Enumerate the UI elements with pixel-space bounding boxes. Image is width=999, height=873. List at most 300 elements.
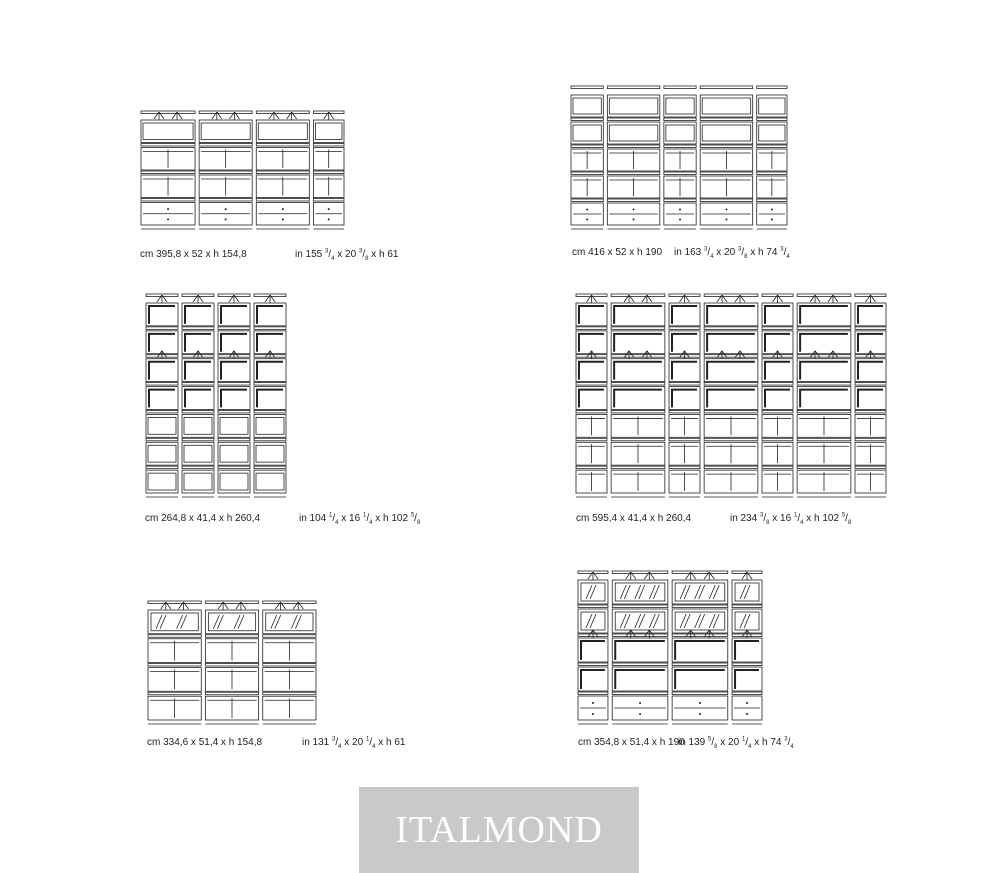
shelf-plank <box>576 466 607 469</box>
light-ray <box>587 295 592 302</box>
shelf-plank <box>571 172 603 175</box>
light-ray <box>161 602 166 609</box>
plain-panel <box>702 125 750 141</box>
cabinet-frame <box>185 390 211 408</box>
light-ray <box>157 351 162 358</box>
cabinet-frame <box>672 390 697 408</box>
light-ray <box>685 295 690 302</box>
light-ray <box>265 295 270 302</box>
light-ray <box>329 112 334 119</box>
cabinet-frame <box>221 362 247 380</box>
light-ray <box>269 112 274 119</box>
cabinet-box <box>218 442 250 465</box>
light-ray <box>740 351 745 358</box>
light-ray <box>236 602 241 609</box>
shelf-plank <box>571 118 603 121</box>
light-ray <box>218 602 223 609</box>
cabinet-box <box>218 414 250 437</box>
config-1-metric: cm 395,8 x 52 x h 154,8 <box>140 249 247 260</box>
frac-den: 4 <box>369 520 373 526</box>
shelf-plank <box>611 294 665 297</box>
config-5-metric: cm 334,6 x 51,4 x h 154,8 <box>147 737 263 748</box>
plain-panel <box>184 473 212 490</box>
shelf-plank <box>218 410 250 413</box>
cabinet-frame <box>579 390 604 408</box>
drawer-knob <box>633 219 634 220</box>
frac-num: 3 <box>760 512 764 519</box>
cabinet-frame <box>614 390 662 408</box>
cabinet-box <box>263 610 316 634</box>
shelf-plank <box>263 601 316 604</box>
shelf-plank <box>571 145 603 148</box>
config-3-imperial: in 104 $^1/_4$ x 16 $^1/_4$ x h 102 $^5/_8$ <box>299 512 421 526</box>
imperial-prefix: in 234 <box>730 513 758 524</box>
light-ray <box>833 351 838 358</box>
light-ray <box>275 602 280 609</box>
shelf-plank <box>263 635 316 638</box>
cabinet-box <box>254 414 286 437</box>
shelf-plank <box>146 438 178 441</box>
drawer-knob <box>167 209 168 210</box>
cabinet-frame <box>858 362 883 380</box>
shelf-plank <box>612 571 668 574</box>
shelf-plank <box>669 327 700 330</box>
light-ray <box>740 295 745 302</box>
cabinet-frame <box>185 306 211 324</box>
frac-den: 4 <box>790 744 794 750</box>
drawer-knob <box>679 219 680 220</box>
shelf-plank <box>218 466 250 469</box>
light-ray <box>293 602 298 609</box>
shelf-plank <box>855 383 886 386</box>
config-3-drawing <box>145 293 287 498</box>
cabinet-frame <box>185 362 211 380</box>
shelf-plank <box>664 86 696 89</box>
cabinet-frame <box>858 390 883 408</box>
shelf-plank <box>704 383 758 386</box>
light-ray <box>235 112 240 119</box>
shelf-plank <box>672 605 728 608</box>
cabinet-frame <box>257 390 283 408</box>
light-ray <box>159 112 164 119</box>
light-ray <box>680 295 685 302</box>
light-ray <box>685 351 690 358</box>
shelf-plank <box>762 383 793 386</box>
light-ray <box>287 112 292 119</box>
drawer-knob <box>282 219 283 220</box>
plain-panel <box>573 125 601 141</box>
cabinet-frame <box>614 362 662 380</box>
shelf-plank <box>611 383 665 386</box>
plain-panel <box>759 125 785 141</box>
shelf-plank <box>571 86 603 89</box>
shelf-plank <box>254 438 286 441</box>
plain-panel <box>573 98 601 114</box>
light-ray <box>680 351 685 358</box>
cabinet-frame <box>221 334 247 352</box>
light-ray <box>193 351 198 358</box>
light-ray <box>184 602 189 609</box>
cabinet-frame <box>579 362 604 380</box>
frac-num: 3 <box>784 736 788 743</box>
light-ray <box>773 351 778 358</box>
cabinet-frame <box>615 641 665 660</box>
frac-num: 1 <box>362 512 367 519</box>
plain-panel <box>184 417 212 434</box>
config-4-metric: cm 595,4 x 41,4 x h 260,4 <box>576 513 692 524</box>
drawer-knob <box>699 713 700 714</box>
shelf-plank <box>141 144 195 147</box>
drawer-knob <box>746 702 747 703</box>
imperial-tail: x 20 <box>337 249 357 260</box>
light-ray <box>217 112 222 119</box>
plain-panel <box>666 98 694 114</box>
light-ray <box>234 295 239 302</box>
shelf-plank <box>612 692 668 695</box>
drawer-knob <box>592 713 593 714</box>
shelf-plank <box>700 86 752 89</box>
shelf-plank <box>254 327 286 330</box>
shelf-plank <box>704 294 758 297</box>
shelf-plank <box>664 199 696 202</box>
cabinet-box <box>612 580 668 604</box>
light-ray <box>742 630 747 637</box>
plain-panel <box>220 417 248 434</box>
light-ray <box>704 572 709 579</box>
light-ray <box>270 295 275 302</box>
imperial-tail: x 20 <box>716 247 736 258</box>
config-6 <box>577 570 897 760</box>
plain-panel <box>759 98 785 114</box>
light-ray <box>229 295 234 302</box>
light-ray <box>833 295 838 302</box>
config-6-imperial: in 139 $^5/_8$ x 20 $^1/_4$ x h 74 $^3/_4$ <box>678 736 794 750</box>
cabinet-frame <box>765 334 790 352</box>
light-ray <box>810 351 815 358</box>
cabinet-box <box>182 470 214 493</box>
frac-num: 3 <box>325 248 329 255</box>
cabinet-frame <box>221 390 247 408</box>
shelf-plank <box>576 383 607 386</box>
shelf-plank <box>182 383 214 386</box>
cabinet-frame <box>735 670 759 689</box>
cabinet-frame <box>185 334 211 352</box>
drawer-knob <box>726 209 727 210</box>
shelf-plank <box>141 199 195 202</box>
imperial-tail: x 20 <box>344 737 364 748</box>
plain-panel <box>256 445 284 462</box>
cabinet-frame <box>800 390 848 408</box>
light-ray <box>747 630 752 637</box>
shelf-plank <box>664 118 696 121</box>
cabinet-frame <box>707 362 755 380</box>
shelf-plank <box>218 383 250 386</box>
light-ray <box>717 295 722 302</box>
config-3-metric: cm 264,8 x 41,4 x h 260,4 <box>145 513 261 524</box>
light-ray <box>298 602 303 609</box>
light-ray <box>642 295 647 302</box>
plain-panel <box>258 123 307 140</box>
drawer-knob <box>726 219 727 220</box>
drawer-knob <box>639 702 640 703</box>
cabinet-box <box>182 414 214 437</box>
light-ray <box>815 351 820 358</box>
drawer-knob <box>282 209 283 210</box>
cabinet-frame <box>221 306 247 324</box>
cabinet-frame <box>149 362 175 380</box>
light-ray <box>866 351 871 358</box>
shelf-plank <box>199 171 252 174</box>
shelf-plank <box>612 605 668 608</box>
shelf-plank <box>205 635 258 638</box>
config-5-imperial: in 131 $^3/_4$ x 20 $^1/_4$ x h 61 <box>302 736 406 750</box>
shelf-plank <box>182 466 214 469</box>
shelf-plank <box>576 410 607 413</box>
cabinet-frame <box>149 390 175 408</box>
plain-panel <box>609 125 657 141</box>
cabinet-frame <box>672 334 697 352</box>
drawer-knob <box>771 209 772 210</box>
cabinet-frame <box>581 670 605 689</box>
cabinet-frame <box>149 334 175 352</box>
light-ray <box>810 295 815 302</box>
shelf-plank <box>797 294 851 297</box>
cabinet-frame <box>800 306 848 324</box>
light-ray <box>230 112 235 119</box>
cabinet-box <box>612 609 668 633</box>
shelf-plank <box>855 327 886 330</box>
shelf-plank <box>797 438 851 441</box>
imperial-tail: x h 61 <box>378 737 406 748</box>
shelf-plank <box>704 438 758 441</box>
imperial-tail: x 20 <box>720 737 740 748</box>
shelf-plank <box>218 438 250 441</box>
light-ray <box>157 295 162 302</box>
light-ray <box>631 572 636 579</box>
frac-num: 3 <box>737 246 742 253</box>
drawer-knob <box>771 219 772 220</box>
light-ray <box>162 295 167 302</box>
cabinet-frame <box>672 306 697 324</box>
shelf-plank <box>732 663 762 666</box>
shelf-plank <box>669 383 700 386</box>
shelf-plank <box>732 692 762 695</box>
frac-den: 4 <box>786 254 790 260</box>
light-ray <box>691 572 696 579</box>
cabinet-frame <box>672 362 697 380</box>
frac-den: 8 <box>416 520 421 526</box>
cabinet-frame <box>615 670 665 689</box>
shelf-plank <box>797 410 851 413</box>
light-ray <box>866 295 871 302</box>
shelf-plank <box>313 144 344 147</box>
drawer-knob <box>587 219 588 220</box>
shelf-plank <box>611 466 665 469</box>
cabinet-frame <box>149 306 175 324</box>
light-ray <box>647 295 652 302</box>
shelf-plank <box>263 692 316 695</box>
config-2-metric: cm 416 x 52 x h 190 <box>572 247 663 258</box>
cabinet-frame <box>765 390 790 408</box>
imperial-tail: x h 74 <box>754 737 782 748</box>
imperial-tail: x h 102 <box>375 513 409 524</box>
frac-den: 8 <box>365 256 369 262</box>
light-ray <box>166 602 171 609</box>
shelf-plank <box>612 663 668 666</box>
light-ray <box>815 295 820 302</box>
shelf-plank <box>256 171 309 174</box>
shelf-plank <box>611 410 665 413</box>
shelf-plank <box>313 171 344 174</box>
shelf-plank <box>732 605 762 608</box>
frac-num: 1 <box>793 512 798 519</box>
shelf-plank <box>704 355 758 358</box>
light-ray <box>773 295 778 302</box>
shelf-plank <box>205 601 258 604</box>
light-ray <box>198 295 203 302</box>
plain-panel <box>702 98 750 114</box>
light-ray <box>735 295 740 302</box>
light-ray <box>709 630 714 637</box>
shelf-plank <box>797 466 851 469</box>
plain-panel <box>609 98 657 114</box>
light-ray <box>717 351 722 358</box>
drawer-knob <box>699 702 700 703</box>
frac-num: 3 <box>780 246 784 253</box>
cabinet-box <box>146 470 178 493</box>
shelf-plank <box>148 664 201 667</box>
light-ray <box>642 351 647 358</box>
drawer-knob <box>587 209 588 210</box>
cabinet-frame <box>858 306 883 324</box>
cabinet-frame <box>581 641 605 660</box>
light-ray <box>742 572 747 579</box>
cabinet-frame <box>257 362 283 380</box>
drawer-knob <box>592 702 593 703</box>
shelf-plank <box>576 438 607 441</box>
light-ray <box>631 630 636 637</box>
shelf-plank <box>762 466 793 469</box>
shelf-plank <box>762 327 793 330</box>
light-ray <box>270 351 275 358</box>
light-ray <box>588 630 593 637</box>
frac-num: 5 <box>708 736 712 743</box>
light-ray <box>778 295 783 302</box>
shelf-plank <box>607 172 659 175</box>
light-ray <box>624 295 629 302</box>
shelf-plank <box>672 571 728 574</box>
shelf-plank <box>182 327 214 330</box>
light-ray <box>778 351 783 358</box>
config-3 <box>145 293 445 533</box>
frac-num: 3 <box>704 246 708 253</box>
shelf-plank <box>607 86 659 89</box>
shelf-plank <box>146 466 178 469</box>
shelf-plank <box>576 327 607 330</box>
light-ray <box>828 295 833 302</box>
drawer-knob <box>746 713 747 714</box>
cabinet-frame <box>579 334 604 352</box>
glass-door <box>266 613 313 631</box>
plain-panel <box>148 417 176 434</box>
cabinet-frame <box>707 306 755 324</box>
shelf-plank <box>205 664 258 667</box>
config-1-drawing <box>140 110 345 230</box>
cabinet-frame <box>765 306 790 324</box>
light-ray <box>709 572 714 579</box>
shelf-plank <box>578 663 608 666</box>
shelf-plank <box>256 144 309 147</box>
light-ray <box>592 295 597 302</box>
drawer-knob <box>225 209 226 210</box>
cabinet-frame <box>858 334 883 352</box>
light-ray <box>747 572 752 579</box>
imperial-tail: x 16 <box>772 513 792 524</box>
cabinet-frame <box>614 334 662 352</box>
shelf-plank <box>313 199 344 202</box>
shelf-plank <box>704 327 758 330</box>
config-2-imperial: in 163 $^3/_4$ x 20 $^3/_8$ x h 74 $^3/_4$ <box>674 246 790 260</box>
glass-door <box>151 613 198 631</box>
config-6-drawing <box>577 570 763 725</box>
shelf-plank <box>256 199 309 202</box>
imperial-prefix: in 104 <box>299 513 327 524</box>
cabinet-frame <box>800 334 848 352</box>
light-ray <box>624 351 629 358</box>
shelf-plank <box>797 327 851 330</box>
shelf-plank <box>254 466 286 469</box>
shelf-plank <box>218 327 250 330</box>
light-ray <box>735 351 740 358</box>
shelf-plank <box>146 383 178 386</box>
light-ray <box>193 295 198 302</box>
light-ray <box>722 351 727 358</box>
light-ray <box>704 630 709 637</box>
imperial-prefix: in 163 <box>674 247 702 258</box>
frac-den: 4 <box>748 744 752 750</box>
cabinet-frame <box>735 641 759 660</box>
drawer-knob <box>328 209 329 210</box>
shelf-plank <box>757 86 787 89</box>
shelf-plank <box>182 410 214 413</box>
frac-den: 8 <box>847 520 852 526</box>
light-ray <box>234 351 239 358</box>
cabinet-frame <box>257 306 283 324</box>
shelf-plank <box>607 145 659 148</box>
config-5-drawing <box>147 600 317 725</box>
light-ray <box>198 351 203 358</box>
light-ray <box>592 351 597 358</box>
shelf-plank <box>704 410 758 413</box>
plain-panel <box>184 445 212 462</box>
light-ray <box>162 351 167 358</box>
shelf-plank <box>700 199 752 202</box>
shelf-plank <box>762 410 793 413</box>
plain-panel <box>148 445 176 462</box>
drawer-knob <box>167 219 168 220</box>
cabinet-box <box>672 580 728 604</box>
cabinet-box <box>254 442 286 465</box>
frac-den: 4 <box>800 520 804 526</box>
shelf-plank <box>571 199 603 202</box>
frac-den: 8 <box>766 520 770 526</box>
config-2 <box>570 85 870 265</box>
imperial-prefix: in 139 <box>678 737 706 748</box>
light-ray <box>644 572 649 579</box>
shelf-plank <box>672 663 728 666</box>
frac-den: 8 <box>714 744 718 750</box>
light-ray <box>626 572 631 579</box>
